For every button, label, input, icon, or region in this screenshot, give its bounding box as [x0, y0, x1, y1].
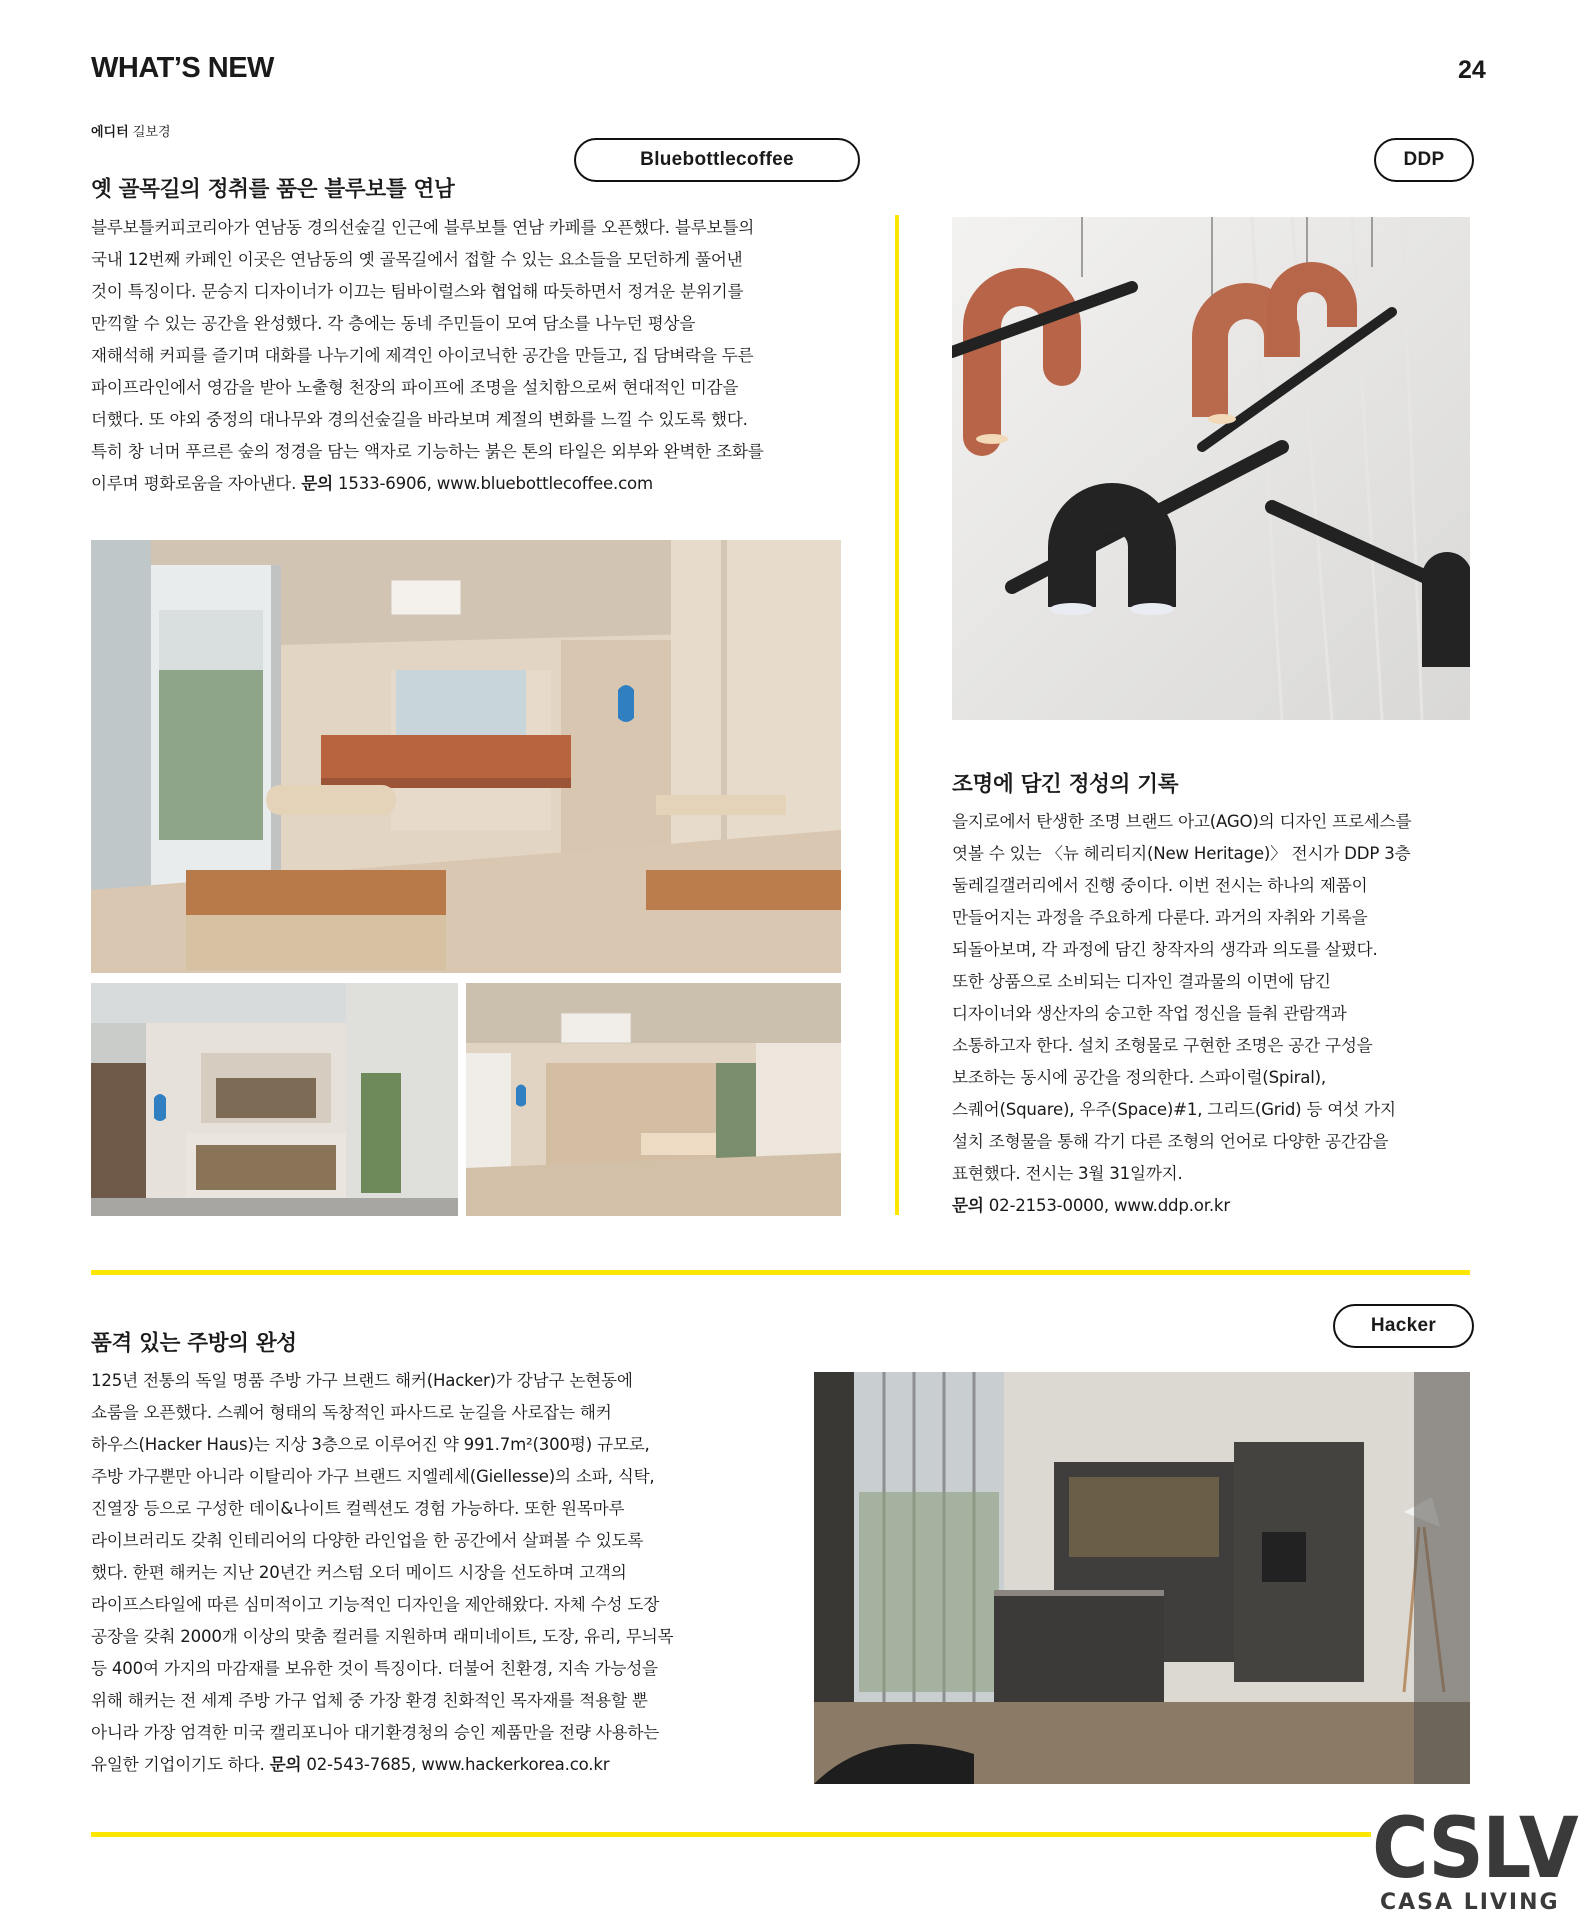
brand-logo: CSLV — [1372, 1799, 1577, 1897]
tag-hacker: Hacker — [1333, 1304, 1474, 1348]
body-line: 쇼룸을 오픈했다. 스퀘어 형태의 독창적인 파사드로 눈길을 사로잡는 해커 — [91, 1403, 612, 1422]
section-divider — [91, 1270, 1470, 1275]
contact-label: 문의 — [269, 1755, 302, 1774]
body-line: 특히 창 너머 푸르른 숲의 정경을 담는 액자로 기능하는 붉은 톤의 타일은 외부와 완벽한 조화를 — [91, 442, 764, 461]
body-line: 라이프스타일에 따른 심미적이고 기능적인 디자인을 제안해왔다. 자체 수성 도장 — [91, 1595, 660, 1614]
photo-ago-lighting — [952, 217, 1470, 720]
tag-ddp: DDP — [1374, 138, 1474, 182]
editor-credit — [91, 121, 171, 140]
body-hacker — [91, 1365, 811, 1781]
body-line: 둘레길갤러리에서 진행 중이다. 이번 전시는 하나의 제품이 — [952, 876, 1368, 895]
tag-bluebottlecoffee: Bluebottlecoffee — [574, 138, 860, 182]
body-line: 만들어지는 과정을 주요하게 다룬다. 과거의 자취와 기록을 — [952, 908, 1368, 927]
body-line-contact — [952, 1190, 1482, 1222]
editor-name: 길보경 — [132, 125, 171, 140]
contact-info: 02-2153-0000, www.ddp.or.kr — [988, 1196, 1230, 1215]
body-line: 보조하는 동시에 공간을 정의한다. 스파이럴(Spiral), — [952, 1068, 1327, 1087]
headline-bluebottle: 옛 골목길의 정취를 품은 블루보틀 연남 — [91, 177, 455, 202]
body-line: 주방 가구뿐만 아니라 이탈리아 가구 브랜드 지엘레세(Giellesse)의 소파, 식탁, — [91, 1467, 655, 1486]
body-line: 소통하고자 한다. 설치 조형물로 구현한 조명은 공간 구성을 — [952, 1036, 1373, 1055]
body-line: 라이브러리도 갖춰 인테리어의 다양한 라인업을 한 공간에서 살펴볼 수 있도록 — [91, 1531, 644, 1550]
body-line: 위해 해커는 전 세계 주방 가구 업체 중 가장 환경 친화적인 목자재를 적용할 뿐 — [91, 1691, 648, 1710]
body-line: 유일한 기업이기도 하다. — [91, 1755, 265, 1774]
body-line: 125년 전통의 독일 명품 주방 가구 브랜드 해커(Hacker)가 강남구 논현동에 — [91, 1371, 633, 1390]
body-line-last — [91, 468, 871, 500]
body-line-last — [91, 1749, 811, 1781]
contact-label: 문의 — [952, 1196, 984, 1215]
body-line: 되돌아보며, 각 과정에 담긴 창작자의 생각과 의도를 살폈다. — [952, 940, 1378, 959]
body-line: 하우스(Hacker Haus)는 지상 3층으로 이루어진 약 991.7m²(300평) 규모로, — [91, 1435, 650, 1454]
body-line: 설치 조형물을 통해 각기 다른 조형의 언어로 다양한 공간감을 — [952, 1132, 1389, 1151]
body-line: 엿볼 수 있는 〈뉴 헤리티지(New Heritage)〉 전시가 DDP 3층 — [952, 844, 1411, 863]
body-line: 이루며 평화로움을 자아낸다. — [91, 474, 297, 493]
body-bluebottle — [91, 212, 871, 500]
section-title: WHAT’S NEW — [91, 52, 274, 84]
body-line: 파이프라인에서 영감을 받아 노출형 천장의 파이프에 조명을 설치함으로써 현대적인 미감을 — [91, 378, 739, 397]
body-line: 블루보틀커피코리아가 연남동 경의선숲길 인근에 블루보틀 연남 카페를 오픈했다. 블루보틀의 — [91, 218, 755, 237]
body-line: 표현했다. 전시는 3월 31일까지. — [952, 1164, 1183, 1183]
contact-info: 02-543-7685, www.hackerkorea.co.kr — [306, 1755, 610, 1774]
headline-ddp: 조명에 담긴 정성의 기록 — [952, 772, 1179, 797]
column-divider — [895, 215, 899, 1215]
contact-label: 문의 — [301, 474, 333, 493]
body-line: 것이 특징이다. 문승지 디자이너가 이끄는 팀바이럴스와 협업해 따듯하면서 정겨운 분위기를 — [91, 282, 744, 301]
photo-hacker-kitchen — [814, 1372, 1470, 1784]
footer-line — [91, 1832, 1371, 1837]
body-line: 을지로에서 탄생한 조명 브랜드 아고(AGO)의 디자인 프로세스를 — [952, 812, 1412, 831]
photo-bluebottle-exterior — [91, 983, 458, 1216]
body-line: 등 400여 가지의 마감재를 보유한 것이 특징이다. 더불어 친환경, 지속 가능성을 — [91, 1659, 658, 1678]
body-line: 스퀘어(Square), 우주(Space)#1, 그리드(Grid) 등 여섯 가지 — [952, 1100, 1396, 1119]
body-line: 더했다. 또 야외 중정의 대나무와 경의선숲길을 바라보며 계절의 변화를 느낄 수 있도록 했다. — [91, 410, 748, 429]
photo-bluebottle-interior-2 — [466, 983, 841, 1216]
body-line: 아니라 가장 엄격한 미국 캘리포니아 대기환경청의 승인 제품만을 전량 사용하는 — [91, 1723, 660, 1742]
body-line: 디자이너와 생산자의 숭고한 작업 정신을 들춰 관람객과 — [952, 1004, 1347, 1023]
contact-info: 1533-6906, www.bluebottlecoffee.com — [338, 474, 653, 493]
body-ddp — [952, 806, 1482, 1222]
page-number: 24 — [1458, 56, 1486, 84]
body-line: 했다. 한편 해커는 지난 20년간 커스텀 오더 메이드 시장을 선도하며 고객의 — [91, 1563, 627, 1582]
body-line: 공장을 갖춰 2000개 이상의 맞춤 컬러를 지원하며 래미네이트, 도장, 유리, 무늬목 — [91, 1627, 674, 1646]
photo-bluebottle-interior — [91, 540, 841, 973]
headline-hacker: 품격 있는 주방의 완성 — [91, 1331, 297, 1356]
body-line: 만끽할 수 있는 공간을 완성했다. 각 층에는 동네 주민들이 모여 담소를 나누던 평상을 — [91, 314, 696, 333]
body-line: 국내 12번째 카페인 이곳은 연남동의 옛 골목길에서 접할 수 있는 요소들을 모던하게 풀어낸 — [91, 250, 743, 269]
body-line: 재해석해 커피를 즐기며 대화를 나누기에 제격인 아이코닉한 공간을 만들고, 집 담벼락을 두른 — [91, 346, 754, 365]
brand-sub: CASA LIVING — [1380, 1890, 1560, 1915]
editor-label: 에디터 — [91, 125, 129, 140]
body-line: 또한 상품으로 소비되는 디자인 결과물의 이면에 담긴 — [952, 972, 1331, 991]
body-line: 진열장 등으로 구성한 데이&나이트 컬렉션도 경험 가능하다. 또한 원목마루 — [91, 1499, 625, 1518]
